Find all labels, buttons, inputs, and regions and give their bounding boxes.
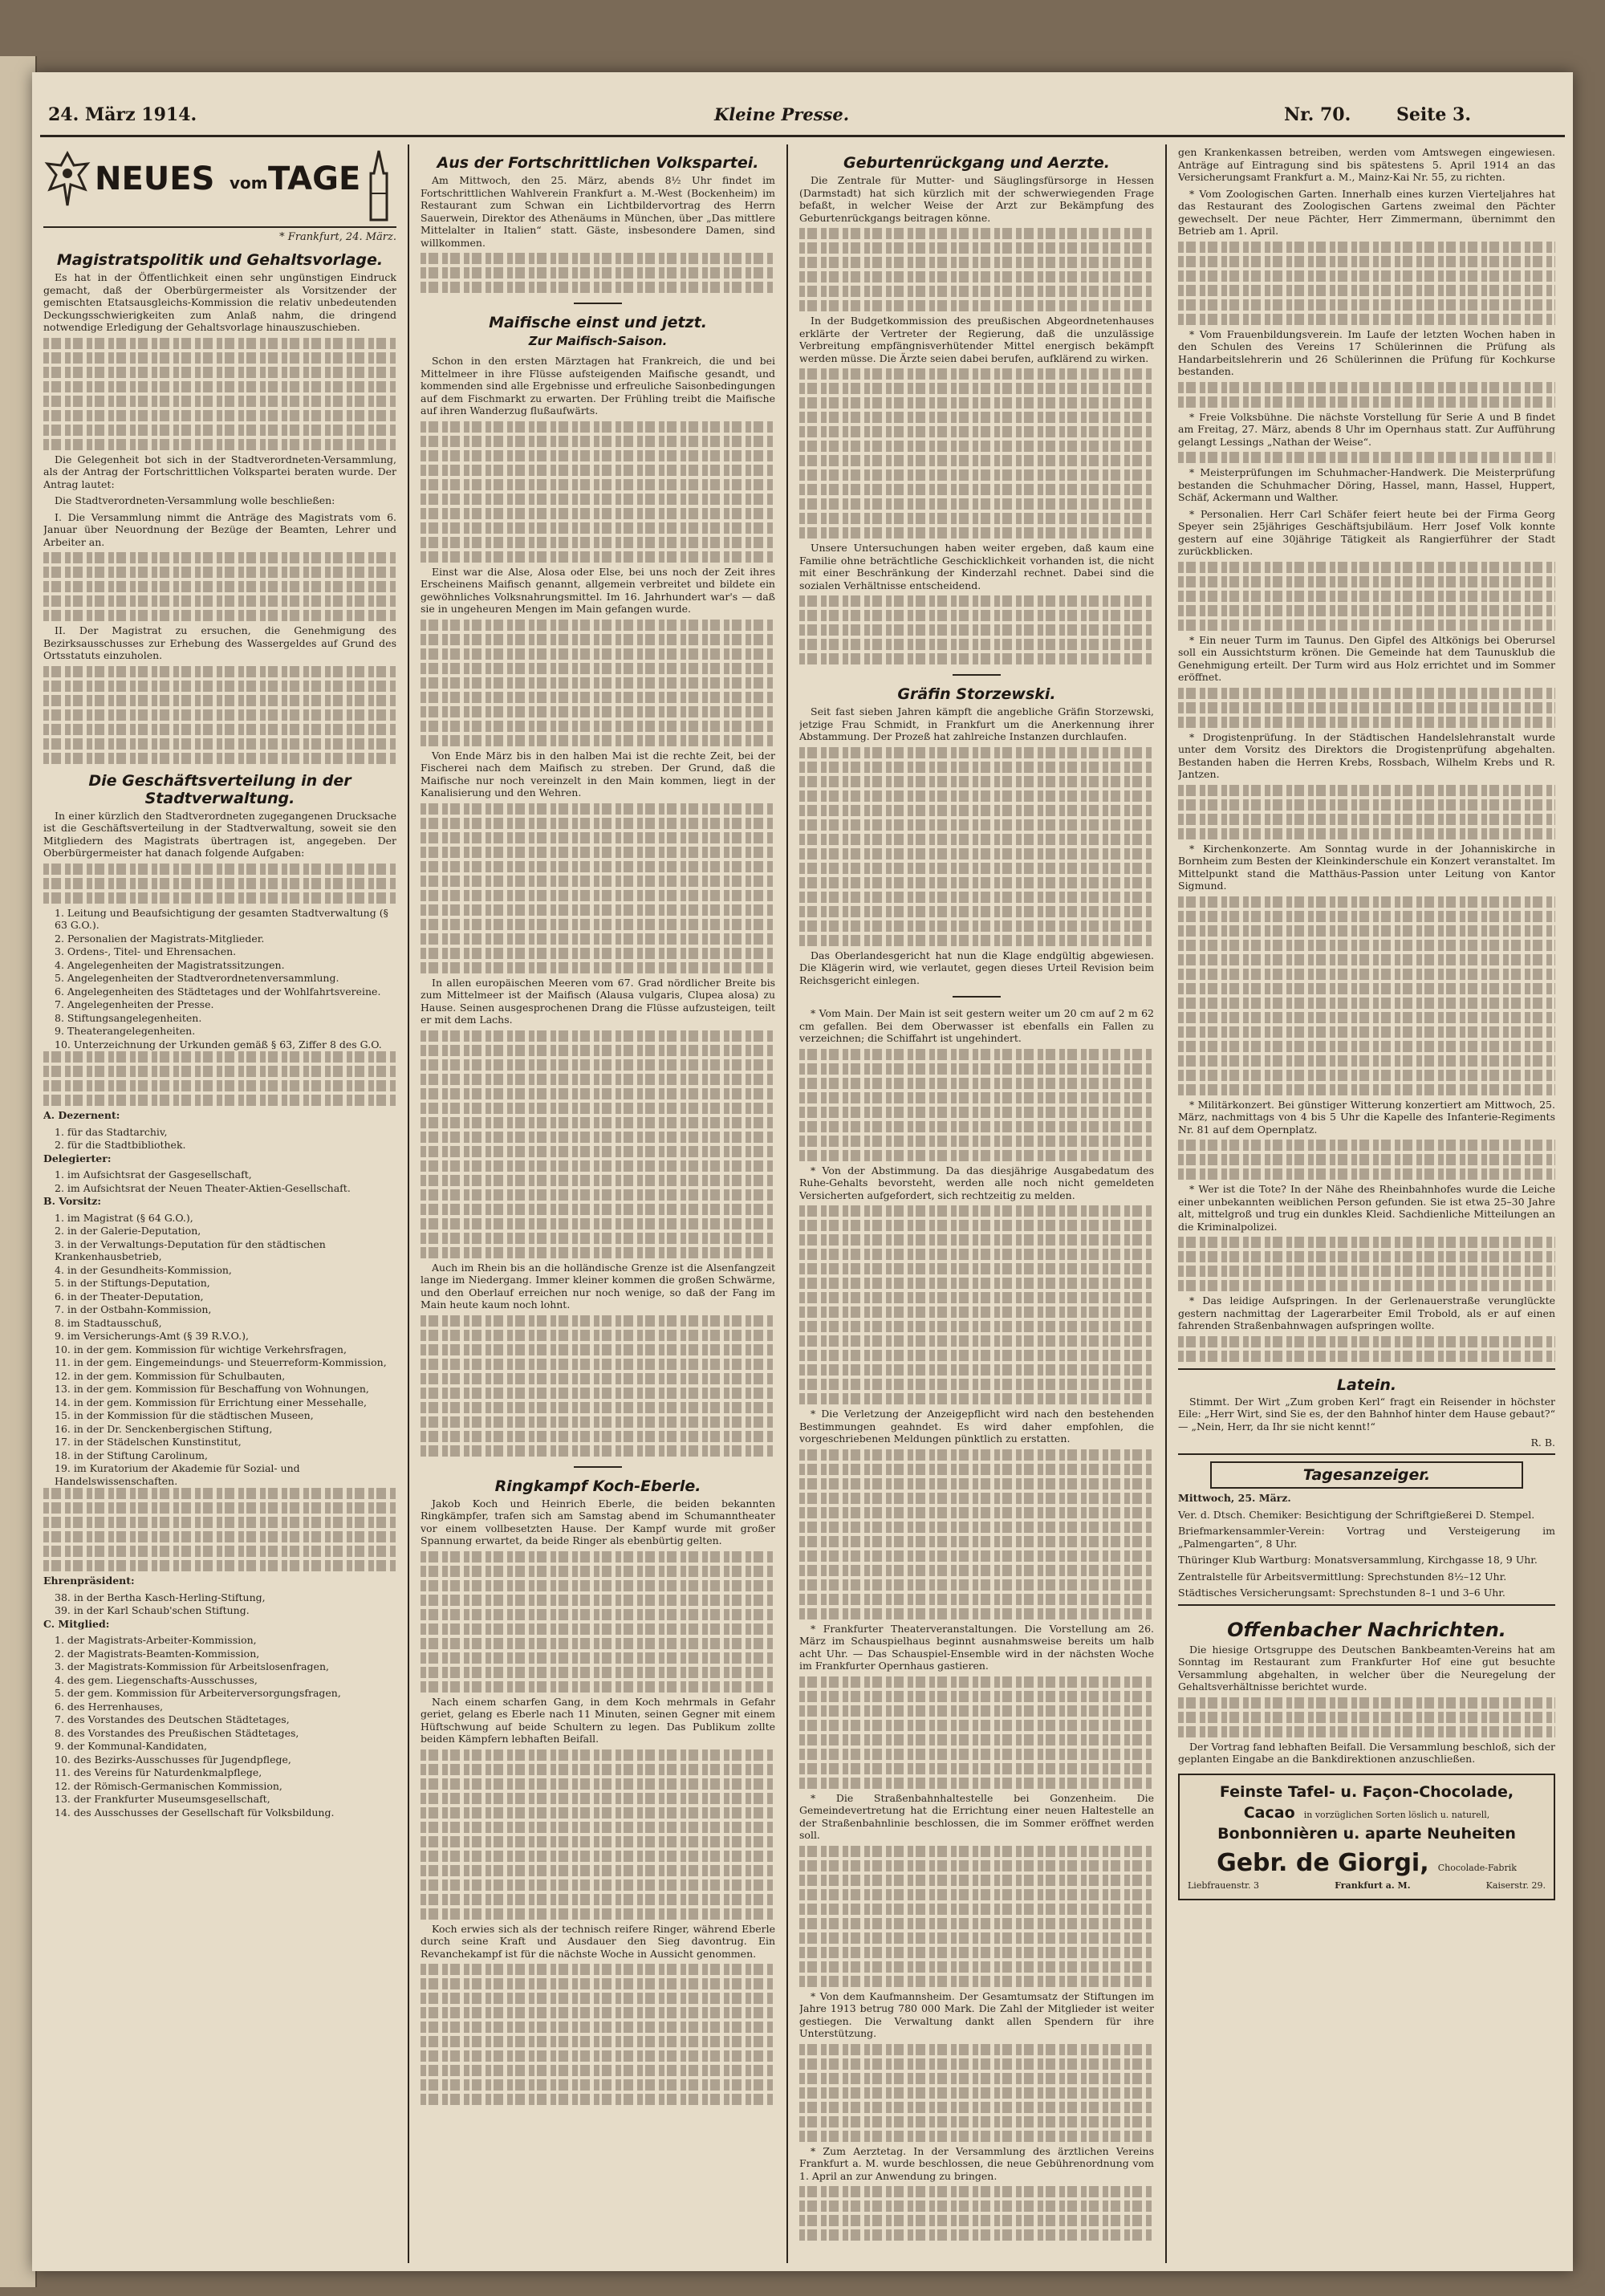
tagesanzeiger-box — [1178, 1461, 1555, 1599]
list-item: 1. Leitung und Beaufsichtigung der gesamten Stadtverwaltung (§ 63 G.O.). — [55, 906, 388, 931]
news-item: * Die Verletzung der Anzeigepflicht wird nach den bestehenden Bestimmungen geahndet. Es wird daher empfohlen, die vorgeschriebenen Meldungen pünktlich zu erstatten. — [799, 1408, 1154, 1445]
logo-vom: vom — [230, 173, 268, 193]
list-item: 14. des Ausschusses der Gesellschaft für Volksbildung. — [55, 1806, 335, 1819]
latein-text: Stimmt. Der Wirt „Zum groben Kerl“ fragt ein Reisender in höchster Eile: „Herr Wirt, sind Sie es, der den Bahnhof hinter dem Hause gebaut?“ — „Nein, Herr, da Ihr sie nicht kennt!“ — [1178, 1395, 1555, 1432]
news-item: * Zum Aerztetag. In der Versammlung des ärztlichen Vereins Frankfurt a. M. wurde beschlossen, die neue Gebührenordnung vom 1. April an zur Anwendung zu bringen. — [799, 2144, 1154, 2182]
masthead-rule — [40, 135, 1565, 137]
ad-cacao: Cacao — [1243, 1803, 1295, 1822]
article-paragraph: Jakob Koch und Heinrich Eberle, die beiden bekannten Ringkämpfer, trafen sich am Samstag abend im Schumanntheater vor einem vollbesetzten Hause. Der Kampf wurde mit großer Spannung erwartet, da beide Ringer als ebenbürtig gelten. — [421, 1497, 775, 1546]
list-item: 2. Personalien der Magistrats-Mitglieder. — [55, 932, 265, 945]
list-item: 9. im Versicherungs-Amt (§ 39 R.V.O.), — [55, 1330, 249, 1342]
chocolate-advertisement — [1178, 1774, 1555, 1900]
article-paragraph: Auch im Rhein bis an die holländische Grenze ist die Alsenfangzeit lange im Niedergang. Immer kleiner kommen die großen Schwärme, und den Oberlauf erreichen nur noch wenige, so daß der Fang im Main heute kaum noch lohnt. — [421, 1261, 775, 1311]
offenbacher-title: Offenbacher Nachrichten. — [1227, 1618, 1506, 1641]
list-item: 12. der Römisch-Germanischen Kommission, — [55, 1779, 282, 1792]
list-item: 5. der gem. Kommission für Arbeiterversorgungsfragen, — [55, 1687, 341, 1699]
headline-storzewski: Gräfin Storzewski. — [897, 685, 1056, 703]
list — [43, 1168, 396, 1194]
section-label: C. Mitglied: — [43, 1617, 110, 1630]
headline-geschaeftsverteilung: Die Geschäftsverteilung in der Stadtverwaltung. — [88, 771, 351, 807]
column-divider — [1165, 144, 1167, 2263]
news-item: * Die Straßenbahnhaltestelle bei Gonzenheim. Die Gemeindevertretung hat die Errichtung einer neuen Haltestelle an der Straßenbahnlinie beschlossen, die im Sommer eröffnet werden soll. — [799, 1791, 1154, 1841]
tagesanzeiger-entry: Briefmarkensammler-Verein: Vortrag und Versteigerung im „Palmengarten“, 8 Uhr. — [1178, 1525, 1555, 1550]
list-item: 1. im Aufsichtsrat der Gasgesellschaft, — [55, 1168, 252, 1181]
article-paragraph: Nach einem scharfen Gang, in dem Koch mehrmals in Gefahr geriet, gelang es Eberle nach 11 Minuten, seinen Gegner mit einem Hüftschwung auf beide Schultern zu legen. Das Publikum zollte beiden Kämpfern lebhaften Beifall. — [421, 1695, 775, 1745]
list-item: 11. in der gem. Eingemeindungs- und Steuerreform-Kommission, — [55, 1356, 387, 1368]
list-item: 3. Ordens-, Titel- und Ehrensachen. — [55, 945, 237, 957]
ad-line: Bonbonnièren u. aparte Neuheiten — [1217, 1824, 1516, 1843]
list-item: 5. in der Stiftungs-Deputation, — [55, 1277, 210, 1289]
ad-address-left: Liebfrauenstr. 3 — [1188, 1879, 1260, 1891]
list-item: 1. für das Stadtarchiv, — [55, 1125, 168, 1138]
tagesanzeiger-date: Mittwoch, 25. März. — [1178, 1492, 1291, 1504]
list-item: 6. Angelegenheiten des Städtetages und der Wohlfahrtsvereine. — [55, 985, 381, 998]
article-paragraph: Unsere Untersuchungen haben weiter ergeben, daß kaum eine Familie ohne beträchtliche Geschicklichkeit vorhanden ist, die nicht mit einer Beschränkung der Kinderzahl rechnet. Dabei sind die sozialen Verhältnisse entscheidend. — [799, 542, 1154, 591]
news-item: * Kirchenkonzerte. Am Sonntag wurde in der Johanniskirche in Bornheim zum Besten der Kleinkinderschule ein Konzert veranstaltet. Im Mittelpunkt stand die Matthäus-Passion unter Leitung von Kantor Sigmund. — [1178, 842, 1555, 892]
list-item: 7. Angelegenheiten der Presse. — [55, 998, 214, 1010]
list-item: 16. in der Dr. Senckenbergischen Stiftung, — [55, 1422, 273, 1435]
news-item: * Ein neuer Turm im Taunus. Den Gipfel des Altkönigs bei Oberursel soll ein Aussichtsturm krönen. Die Gemeinde hat dem Taunusklub die Genehmigung erteilt. Der Turm wird aus Holz errichtet und im Sommer eröffnet. — [1178, 633, 1555, 683]
article-paragraph: Der Vortrag fand lebhaften Beifall. Die Versammlung beschloß, sich der geplanten Eingabe an die Bankdirektionen anzuschließen. — [1178, 1740, 1555, 1765]
masthead-number: Nr. 70. — [1284, 104, 1351, 125]
neues-vom-tage-logo — [43, 146, 396, 228]
headline-maifische: Maifische einst und jetzt. — [489, 314, 707, 331]
list-item: 6. des Herrenhauses, — [55, 1700, 164, 1713]
list-item: 18. in der Stiftung Carolinum, — [55, 1449, 208, 1461]
latein-title: Latein. — [1336, 1376, 1397, 1394]
eagle-icon — [43, 149, 91, 221]
column-4 — [1178, 146, 1555, 2257]
list-item: 13. der Frankfurter Museumsgesellschaft, — [55, 1793, 270, 1805]
news-item-vom-main: * Vom Main. Der Main ist seit gestern weiter um 20 cm auf 2 m 62 cm gefallen. Bei dem Oberwasser ist ebenfalls ein Fallen zu verzeichnen; die Schiffahrt ist ungehindert. — [799, 1007, 1154, 1044]
list-item: 8. des Vorstandes des Preußischen Städtetages, — [55, 1726, 299, 1739]
list-item: 10. des Bezirks-Ausschusses für Jugendpflege, — [55, 1753, 291, 1766]
column-1 — [43, 146, 396, 2257]
newspaper-page — [32, 72, 1573, 2271]
logo-tage: TAGE — [268, 161, 361, 197]
list — [43, 1126, 396, 1152]
article-paragraph: Es hat in der Öffentlichkeit einen sehr ungünstigen Eindruck gemacht, daß der Oberbürgermeister als Vorsitzender der gemischten Etatsausgleichs-Kommission die relativ unbedeutenden Deckungsschwierigkeiten zum Anlaß nahm, die dringend notwendige Erledigung der Gehaltsvorlage hinauszuschieben. — [43, 271, 396, 333]
headline-fortschritt: Aus der Fortschrittlichen Volkspartei. — [437, 154, 759, 172]
list-item: 7. in der Ostbahn-Kommission, — [55, 1303, 212, 1315]
tagesanzeiger-entry: Ver. d. Dtsch. Chemiker: Besichtigung der Schriftgießerei D. Stempel. — [1178, 1508, 1535, 1521]
latein-box — [1178, 1368, 1555, 1456]
article-paragraph: Die Gelegenheit bot sich in der Stadtverordneten-Versammlung, als der Antrag der Fortschrittlichen Volkspartei beraten wurde. Der Antrag lautet: — [43, 453, 396, 490]
news-item: * Das leidige Aufspringen. In der Gerlenauerstraße verunglückte gestern nachmittag der Lagerarbeiter Emil Trobold, als er auf einen fahrenden Straßenbahnwagen aufspringen wollte. — [1178, 1294, 1555, 1331]
cathedral-icon — [363, 149, 395, 221]
list-item: 4. des gem. Liegenschafts-Ausschusses, — [55, 1673, 258, 1686]
article-paragraph: Das Oberlandesgericht hat nun die Klage endgültig abgewiesen. Die Klägerin wird, wie verlautet, gegen dieses Urteil Revision beim Reichsgericht einlegen. — [799, 949, 1154, 986]
article-paragraph: Seit fast sieben Jahren kämpft die angebliche Gräfin Storzewski, jetzige Frau Schmidt, in Frankfurt um die Anerkennung ihrer Abstammung. Der Prozeß hat zahlreiche Instanzen durchlaufen. — [799, 705, 1154, 742]
article-paragraph: Schon in den ersten Märztagen hat Frankreich, die und bei Mittelmeer in ihre Flüsse aufsteigenden Maifische gesandt, und kommenden sind alle Ergebnisse und erfreuliche Saisonbedingungen auf dem Fischmarkt zu erwarten. Der Frühling treibt die Maifische auf ihren Wanderzug flußaufwärts. — [421, 355, 775, 417]
article-paragraph: Die hiesige Ortsgruppe des Deutschen Bankbeamten-Vereins hat am Sonntag im Restaurant zum Frankfurter Hof eine gut besuchte Versammlung abgehalten, in welcher über die Neuregelung der Gehaltsverhältnisse berichtet wurde. — [1178, 1643, 1555, 1693]
list-item: 19. im Kuratorium der Akademie für Sozial- und Handelswissenschaften. — [55, 1462, 300, 1487]
tagesanzeiger-entry: Städtisches Versicherungsamt: Sprechstunden 8–1 und 3–6 Uhr. — [1178, 1587, 1505, 1599]
article-paragraph: In allen europäischen Meeren vom 67. Grad nördlicher Breite bis zum Mittelmeer ist der Maifisch (Alausa vulgaris, Clupea alosa) zu Hause. Seinen ausgesprochenen Drang die Flüsse aufzusteigen, teilt er mit dem Lachs. — [421, 976, 775, 1026]
news-item: * Personalien. Herr Carl Schäfer feiert heute bei der Firma Georg Speyer sein 25jähriges Geschäftsjubiläum. Herr Josef Volk konnte gestern auf eine 30jährige Tätigkeit als Rangierführer der Stadt zurückblicken. — [1178, 507, 1555, 557]
list-item: 38. in der Bertha Kasch-Herling-Stiftung, — [55, 1591, 266, 1603]
tagesanzeiger-entry: Thüringer Klub Wartburg: Monatsversammlung, Kirchgasse 18, 9 Uhr. — [1178, 1554, 1538, 1566]
article-paragraph: In einer kürzlich den Stadtverordneten zugegangenen Drucksache ist die Geschäftsverteilung in der Stadtverwaltung, soweit sie den Mitgliedern des Magistrats übertragen ist, angegeben. Der Oberbürgermeister hat danach folgende Aufgaben: — [43, 809, 396, 859]
list — [43, 1212, 396, 1488]
article-paragraph: Am Mittwoch, den 25. März, abends 8½ Uhr findet im Fortschrittlichen Wahlverein Frankfurt a. M.-West (Bockenheim) im Restaurant zum Schwan ein Lichtbildervortrag des Herrn Sauerwein, Direktor des Athenäums in München, über „Das mittlere Mittelalter in Italien“ statt. Gäste, insbesondere Damen, sind willkommen. — [421, 174, 775, 249]
ad-brand-sub: Chocolade-Fabrik — [1437, 1862, 1517, 1873]
list-item: 5. Angelegenheiten der Stadtverordnetenversammlung. — [55, 972, 339, 984]
list — [43, 1634, 396, 1819]
column-divider — [786, 144, 788, 2263]
news-item: * Freie Volksbühne. Die nächste Vorstellung für Serie A und B findet am Freitag, 27. März, abends 8 Uhr im Opernhaus statt. Zur Aufführung gelangt Lessings „Nathan der Weise“. — [1178, 410, 1555, 448]
headline-ringkampf: Ringkampf Koch-Eberle. — [494, 1477, 701, 1495]
tagesanzeiger-entry: Zentralstelle für Arbeitsvermittlung: Sprechstunden 8½–12 Uhr. — [1178, 1570, 1507, 1583]
list-item: 10. Unterzeichnung der Urkunden gemäß § 63, Ziffer 8 des G.O. — [55, 1038, 382, 1050]
news-item: * Von der Abstimmung. Da das diesjährige Ausgabedatum des Ruhe-Gehalts bevorsteht, werden alle noch nicht gemeldeten Versicherten aufgefordert, sich rechtzeitig zu melden. — [799, 1164, 1154, 1201]
list-item: 8. Stiftungsangelegenheiten. — [55, 1011, 202, 1024]
section-label: Ehrenpräsident: — [43, 1575, 135, 1587]
list-item: 6. in der Theater-Deputation, — [55, 1290, 204, 1302]
list-item: 7. des Vorstandes des Deutschen Städtetages, — [55, 1713, 290, 1725]
list-item: 9. Theaterangelegenheiten. — [55, 1025, 196, 1037]
news-item: gen Krankenkassen betreiben, werden vom Amtswegen eingewiesen. Anträge auf Eintragung sind bis spätestens 5. April 1914 an das Versicherungsamt Frankfurt a. M., Mainz-Kai Nr. 55, zu richten. — [1178, 146, 1555, 183]
news-item: * Vom Zoologischen Garten. Innerhalb eines kurzen Vierteljahres hat das Restaurant des Zoologischen Gartens zweimal den Pächter gewechselt. Der neue Pächter, Herr Zimmermann, übernimmt den Betrieb am 1. April. — [1178, 187, 1555, 237]
news-item-theater: * Frankfurter Theaterveranstaltungen. Die Vorstellung am 26. März im Schauspielhaus beginnt ausnahmsweise bereits um halb acht Uhr. — Das Schauspiel-Ensemble wird in der nächsten Woche im Frankfurter Opernhaus gastieren. — [799, 1622, 1154, 1672]
news-item: * Militärkonzert. Bei günstiger Witterung konzertiert am Mittwoch, 25. März, nachmittags von 4 bis 5 Uhr die Kapelle des Infanterie-Regiments Nr. 81 auf dem Opernplatz. — [1178, 1098, 1555, 1136]
news-item: * Drogistenprüfung. In der Städtischen Handelslehranstalt wurde unter dem Vorsitz des Direktors die Drogistenprüfung abgehalten. Bestanden haben die Herren Krebs, Rossbach, Wilhelm Krebs und R. Jantzen. — [1178, 730, 1555, 780]
list-item: 2. im Aufsichtsrat der Neuen Theater-Aktien-Gesellschaft. — [55, 1181, 351, 1194]
tagesanzeiger-title: Tagesanzeiger. — [1210, 1461, 1523, 1489]
headline-magistrat: Magistratspolitik und Gehaltsvorlage. — [56, 251, 384, 269]
ad-brand: Gebr. de Giorgi, — [1217, 1848, 1429, 1877]
article-paragraph: Von Ende März bis in den halben Mai ist die rechte Zeit, bei der Fischerei nach dem Maifisch zu streben. Der Grund, daß die Maifische nur noch vereinzelt in den Main kommen, liegt in der Kanalisierung und den Wehren. — [421, 749, 775, 799]
list-item: 15. in der Kommission für die städtischen Museen, — [55, 1409, 314, 1421]
section-label: Delegierter: — [43, 1152, 112, 1164]
section-label: B. Vorsitz: — [43, 1195, 102, 1207]
headline-geburtenrueckgang: Geburtenrückgang und Aerzte. — [843, 154, 1110, 172]
news-item: * Vom Frauenbildungsverein. Im Laufe der letzten Wochen haben in den Schulen des Vereins 17 Schülerinnen die Prüfung als Handarbeitslehrerin und 26 Schülerinnen die Prüfung für Kochkurse bestanden. — [1178, 327, 1555, 377]
masthead — [32, 72, 1573, 128]
article-paragraph: Die Zentrale für Mutter- und Säuglingsfürsorge in Hessen (Darmstadt) hat sich kürzlich mit der schwerwiegenden Frage befaßt, in welcher Weise der Arzt zur Bekämpfung des Geburtenrückgangs beitragen könne. — [799, 174, 1154, 224]
list-item: 1. der Magistrats-Arbeiter-Kommission, — [55, 1634, 257, 1646]
list-item: 3. der Magistrats-Kommission für Arbeitslosenfragen, — [55, 1660, 329, 1672]
article-paragraph: II. Der Magistrat zu ersuchen, die Genehmigung des Bezirksausschusses zur Erhebung des Wassergeldes auf Grund des Ortsstatuts einzuholen. — [43, 624, 396, 661]
dateline: * Frankfurt, 24. März. — [279, 231, 396, 243]
list-item: 4. in der Gesundheits-Kommission, — [55, 1263, 232, 1276]
list-item: 2. der Magistrats-Beamten-Kommission, — [55, 1647, 260, 1660]
ad-cacao-sub: in vorzüglichen Sorten löslich u. naturell, — [1303, 1809, 1490, 1820]
list-item: 11. des Vereins für Naturdenkmalpflege, — [55, 1766, 262, 1778]
news-item: * Wer ist die Tote? In der Nähe des Rheinbahnhofes wurde die Leiche einer unbekannten weiblichen Person gefunden. Sie ist etwa 25–30 Jahre alt, mittelgroß und trug ein dunkles Kleid. Sachdienliche Mitteilungen an die Kriminalpolizei. — [1178, 1183, 1555, 1233]
column-2 — [421, 146, 775, 2257]
list-item: 12. in der gem. Kommission für Schulbauten, — [55, 1369, 286, 1382]
article-paragraph: In der Budgetkommission des preußischen Abgeordnetenhauses erklärte der Vertreter der Regierung, daß die unzulässige Verbreitung empfängnisverhütender Mittel energisch bekämpft werden müsse. Die Ärzte seien dabei berufen, aufklärend zu wirken. — [799, 315, 1154, 364]
news-item: * Von dem Kaufmannsheim. Der Gesamtumsatz der Stiftungen im Jahre 1913 betrug 780 000 Mark. Die Zahl der Mitglieder ist weiter gestiegen. Die Verwaltung dankt allen Spendern für ihre Unterstützung. — [799, 1989, 1154, 2039]
list-item: 9. der Kommunal-Kandidaten, — [55, 1740, 207, 1752]
list-item: 8. im Stadtausschuß, — [55, 1316, 162, 1329]
list-item: 13. in der gem. Kommission für Beschaffung von Wohnungen, — [55, 1383, 369, 1395]
section-label: A. Dezernent: — [43, 1109, 120, 1121]
article-paragraph: Die Stadtverordneten-Versammlung wolle beschließen: — [55, 494, 335, 506]
list-item: 10. in der gem. Kommission für wichtige Verkehrsfragen, — [55, 1343, 347, 1355]
list-item: 2. in der Galerie-Deputation, — [55, 1225, 201, 1237]
article-paragraph: Einst war die Alse, Alosa oder Else, bei uns noch der Zeit ihres Erscheinens Maifisch genannt, allgemein verbreitet und bildete ein gewöhnliches Volksnahrungsmittel. Im 16. Jahrhundert war's — daß sie in ungeheuren Mengen im Main gefangen wurde. — [421, 565, 775, 615]
list-item: 17. in der Städelschen Kunstinstitut, — [55, 1436, 242, 1448]
column-3 — [799, 146, 1154, 2257]
article-paragraph: I. Die Versammlung nimmt die Anträge des Magistrats vom 6. Januar über Neuordnung der Bezüge der Beamten, Lehrer und Arbeiter an. — [43, 510, 396, 548]
duties-list — [43, 907, 396, 1051]
masthead-paper: Kleine Presse. — [714, 104, 850, 124]
list-item: 2. für die Stadtbibliothek. — [55, 1139, 186, 1151]
ad-address-center: Frankfurt a. M. — [1335, 1879, 1411, 1891]
list-item: 39. in der Karl Schaub'schen Stiftung. — [55, 1604, 250, 1616]
list — [43, 1591, 396, 1617]
column-divider — [408, 144, 409, 2263]
list-item: 4. Angelegenheiten der Magistratssitzungen. — [55, 958, 285, 971]
ad-address-right: Kaiserstr. 29. — [1485, 1879, 1546, 1891]
logo-neues: NEUES — [95, 161, 215, 197]
masthead-page: Seite 3. — [1396, 104, 1472, 125]
masthead-date: 24. März 1914. — [48, 104, 197, 125]
list-item: 1. im Magistrat (§ 64 G.O.), — [55, 1211, 193, 1224]
list-item: 3. in der Verwaltungs-Deputation für den städtischen Krankenhausbetrieb, — [55, 1237, 326, 1262]
subheadline-maifisch-saison: Zur Maifisch-Saison. — [528, 334, 668, 348]
news-item: * Meisterprüfungen im Schuhmacher-Handwerk. Die Meisterprüfung bestanden die Schuhmacher Döring, Hassel, mann, Hassel, Huppert, Schäf, Ackermann und Walther. — [1178, 466, 1555, 503]
ad-line: Feinste Tafel- u. Façon-Chocolade, — [1219, 1782, 1514, 1801]
list-item: 14. in der gem. Kommission für Errichtung einer Messehalle, — [55, 1396, 367, 1408]
offenbacher-section — [1178, 1604, 1555, 1766]
latein-signature: R. B. — [1530, 1437, 1555, 1449]
article-paragraph: Koch erwies sich als der technisch reifere Ringer, während Eberle durch seine Kraft und Ausdauer den Sieg davontrug. Ein Revanchekampf ist für die nächste Woche in Aussicht genommen. — [421, 1922, 775, 1960]
